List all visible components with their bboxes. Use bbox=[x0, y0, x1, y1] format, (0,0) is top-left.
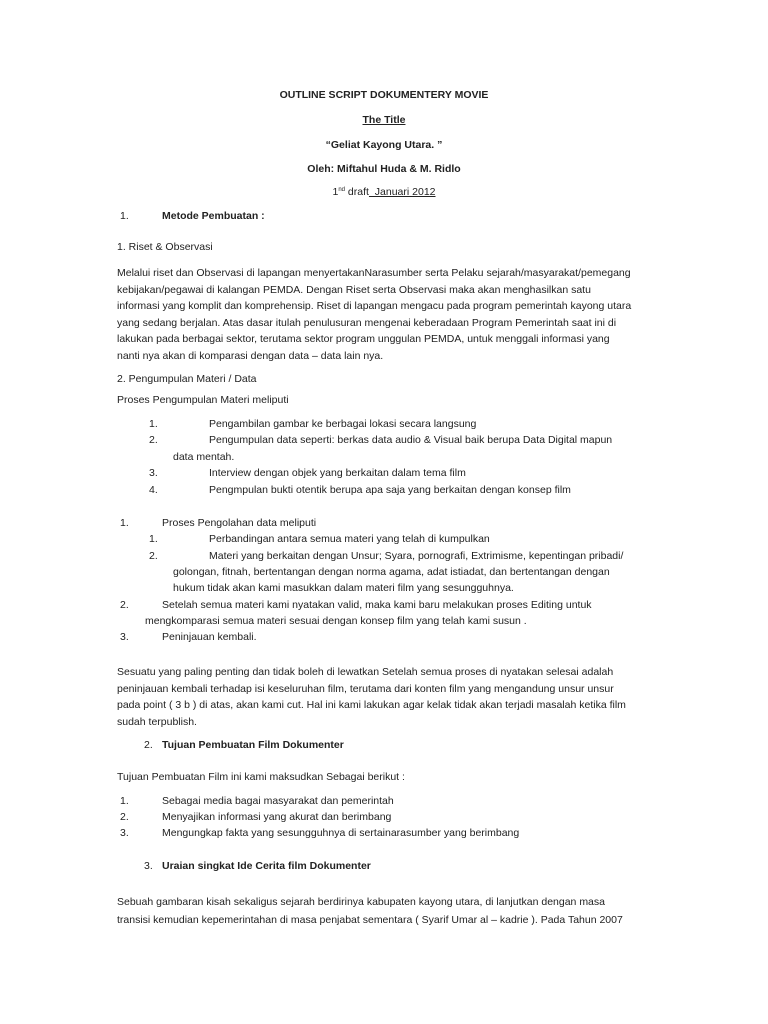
list-item-continuation: hukum tidak akan kami masukkan dalam materi film yang sesungguhnya. bbox=[173, 582, 514, 594]
list-item-number: 1. bbox=[149, 418, 158, 430]
draft-date: Januari 2012 bbox=[368, 186, 436, 198]
list-item: Pengumpulan data seperti: berkas data audio & Visual baik berupa Data Digital mapun bbox=[209, 434, 613, 446]
list-item-number: 1. bbox=[120, 795, 129, 807]
section-3-number: 3. bbox=[144, 860, 153, 872]
list-item-number: 4. bbox=[149, 484, 158, 496]
section-2-intro: Tujuan Pembuatan Film ini kami maksudkan Sebagai berikut : bbox=[117, 771, 405, 783]
movie-title: “Geliat Kayong Utara. ” bbox=[325, 139, 443, 151]
list-item: Pengmpulan bukti otentik berupa apa saja yang berkaitan dengan konsep film bbox=[209, 484, 571, 496]
list-item-continuation: golongan, fitnah, bertentangan dengan norma agama, adat istiadat, dan bertentangan dengan bbox=[173, 566, 610, 578]
document-title: OUTLINE SCRIPT DOKUMENTERY MOVIE bbox=[279, 89, 489, 101]
list-item-number: 2. bbox=[149, 550, 158, 562]
subsection-pengumpulan-title: 2. Pengumpulan Materi / Data bbox=[117, 373, 257, 385]
step-number: 2. bbox=[120, 599, 129, 611]
draft-line: 1nd draft Januari 2012 bbox=[332, 186, 436, 198]
section-1-number: 1. bbox=[120, 210, 129, 222]
riset-paragraph: Melalui riset dan Observasi di lapangan menyertakanNarasumber serta Pelaku sejarah/masyarakat/pemegang kebijakan/pegawai di kalangan PEMDA. Dengan Riset serta Observasi maka akan menghasilkan satu informasi yang komplit dan komprehensip. Riset di lapangan mengacu pada program pemerintah kayong utara yang sedang berjalan. Atas dasar itulah penulusuran mengenai keberadaan Program Pemerintah saat ini di lakukan pada berbagai sektor, terutama sektor program unggulan PEMDA, untuk menggali informasi yang nanti nya akan di komparasi dengan data – data lain nya. bbox=[117, 267, 632, 362]
list-item: Perbandingan antara semua materi yang telah di kumpulkan bbox=[209, 533, 490, 545]
section-2-heading: Tujuan Pembuatan Film Dokumenter bbox=[162, 739, 344, 751]
list-item-number: 3. bbox=[149, 467, 158, 479]
author-line: Oleh: Miftahul Huda & M. Ridlo bbox=[307, 163, 461, 175]
pengumpulan-intro: Proses Pengumpulan Materi meliputi bbox=[117, 394, 289, 406]
section-1-heading: Metode Pembuatan : bbox=[162, 210, 265, 222]
list-item-number: 2. bbox=[120, 811, 129, 823]
list-item-number: 1. bbox=[149, 533, 158, 545]
step-text-continuation: mengkomparasi semua materi sesuai dengan konsep film yang telah kami susun . bbox=[145, 615, 527, 627]
list-item: Materi yang berkaitan dengan Unsur; Syara, pornografi, Extrimisme, kepentingan pribadi/ bbox=[209, 550, 624, 562]
step-number: 3. bbox=[120, 631, 129, 643]
ide-cerita-paragraph: Sebuah gambaran kisah sekaligus sejarah berdirinya kabupaten kayong utara, di lanjutkan dengan masa transisi kemudian kepemerintahan di masa penjabat sementara ( Syarif Umar al – kadrie ). Pada Tahun 2007 bbox=[117, 896, 623, 926]
proses-number: 1. bbox=[120, 517, 129, 529]
list-item-number: 2. bbox=[149, 434, 158, 446]
the-title-label: The Title bbox=[362, 114, 406, 126]
section-2-number: 2. bbox=[144, 739, 153, 751]
list-item: Mengungkap fakta yang sesungguhnya di sertainarasumber yang berimbang bbox=[162, 827, 520, 839]
list-item-number: 3. bbox=[120, 827, 129, 839]
list-item: Sebagai media bagai masyarakat dan pemerintah bbox=[162, 795, 394, 807]
step-text: Setelah semua materi kami nyatakan valid, maka kami baru melakukan proses Editing untuk bbox=[162, 599, 592, 611]
list-item: Pengambilan gambar ke berbagai lokasi secara langsung bbox=[209, 418, 477, 430]
list-item: Interview dengan objek yang berkaitan dalam tema film bbox=[209, 467, 466, 479]
list-item-continuation: data mentah. bbox=[173, 451, 235, 463]
list-item: Menyajikan informasi yang akurat dan berimbang bbox=[162, 811, 392, 823]
peninjauan-paragraph: Sesuatu yang paling penting dan tidak boleh di lewatkan Setelah semua proses di nyatakan selesai adalah peninjauan kembali terhadap isi keseluruhan film, terutama dari konten film yang mengandung unsur unsur pada point ( 3 b ) di atas, akan kami cut. Hal ini kami lakukan agar kelak tidak akan terjadi masalah ketika film sudah terpublish. bbox=[117, 666, 626, 728]
step-text: Peninjauan kembali. bbox=[162, 631, 257, 643]
subsection-riset-title: 1. Riset & Observasi bbox=[117, 241, 213, 253]
proses-title: Proses Pengolahan data meliputi bbox=[162, 517, 317, 529]
section-3-heading: Uraian singkat Ide Cerita film Dokumenter bbox=[162, 860, 371, 872]
